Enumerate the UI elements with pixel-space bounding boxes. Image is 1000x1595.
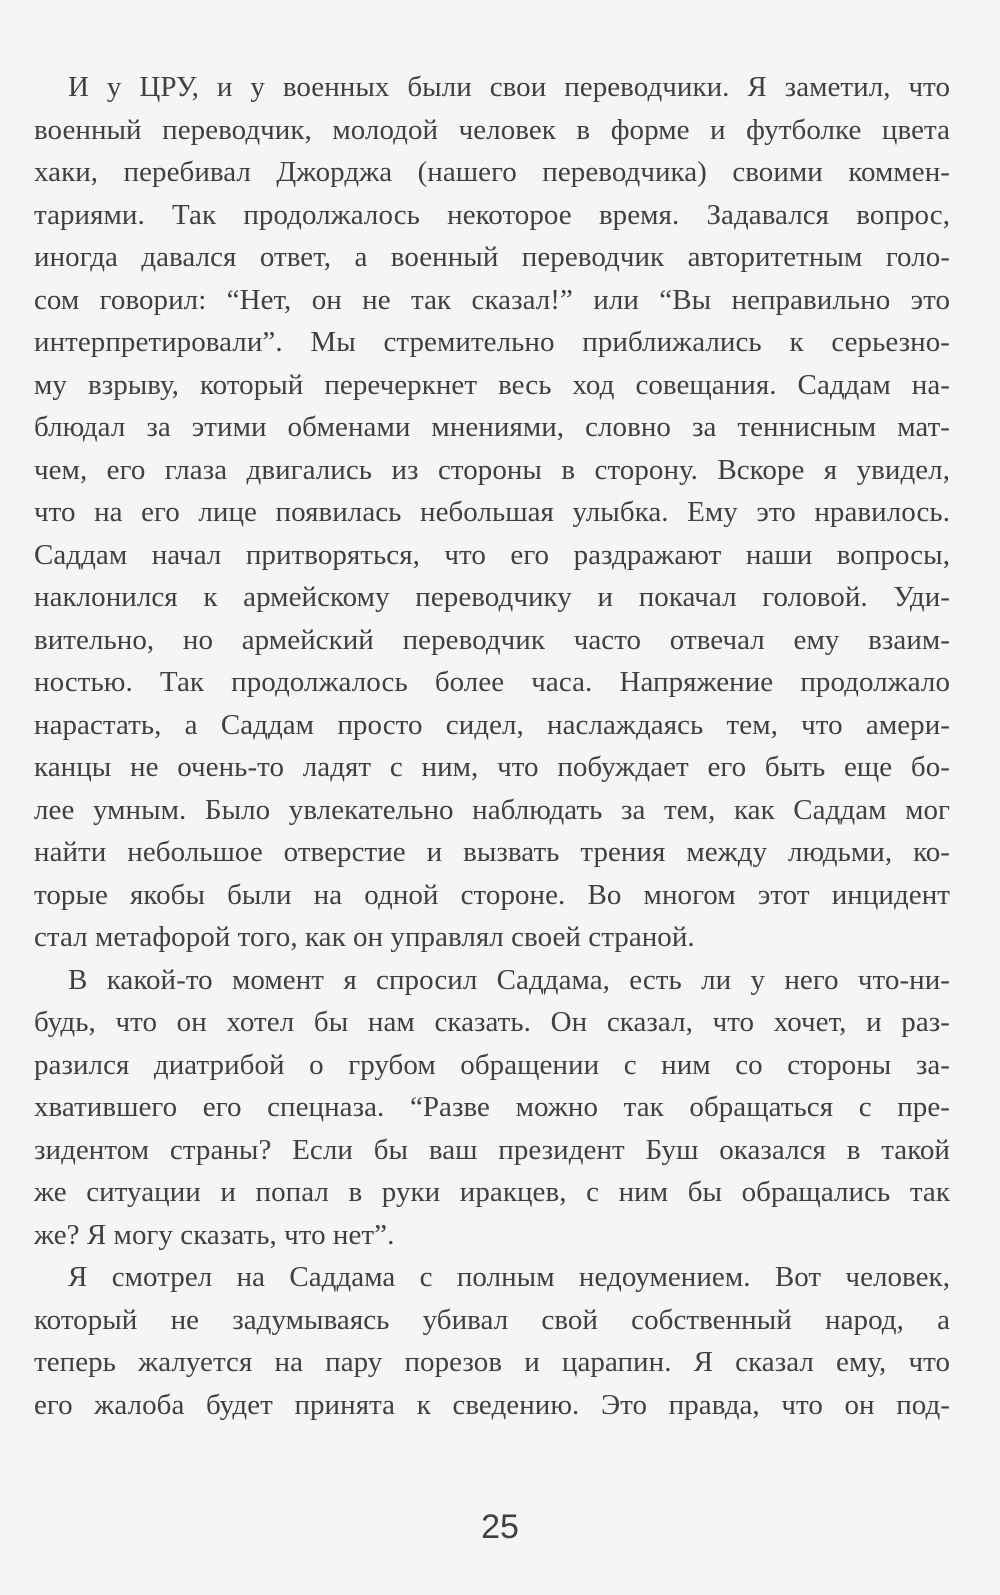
text-line: Саддам начал притворяться, что его раздражают наши вопросы, [34,538,950,571]
text-line: что на его лице появилась небольшая улыбка. Ему это нравилось. [34,496,950,528]
text-line: торые якобы были на одной стороне. Во многом этот инцидент [34,878,950,911]
paragraph-1 [34,66,950,959]
paragraph-3 [34,1256,950,1426]
text-line: канцы не очень-то ладят с ним, что побуждает его быть еще бо- [34,751,950,783]
text-line: хватившего его спецназа. “Разве можно так обращаться с пре- [34,1091,950,1123]
text-line: Я смотрел на Саддама с полным недоумением. Вот человек, [68,1261,950,1293]
text-line: му взрыву, который перечеркнет весь ход совещания. Саддам на- [34,368,950,401]
text-line: наклонился к армейскому переводчику и покачал головой. Уди- [34,581,950,613]
text-line: хаки, перебивал Джорджа (нашего переводчика) своими коммен- [34,156,950,188]
text-line: будь, что он хотел бы нам сказать. Он сказал, что хочет, и раз- [34,1006,950,1038]
text-line: вительно, но армейский переводчик часто отвечал ему взаим- [34,623,950,656]
text-line: И у ЦРУ, и у военных были свои переводчики. Я заметил, что [68,71,950,103]
text-line: зидентом страны? Если бы ваш президент Буш оказался в такой [34,1133,950,1166]
text-line: сом говорил: “Нет, он не так сказал!” или “Вы неправильно это [34,283,950,316]
text-line: блюдал за этими обменами мнениями, словно за теннисным мат- [34,411,950,443]
text-line: стал метафорой того, как он управлял своей страной. [34,921,695,953]
text-line: теперь жалуется на пару порезов и царапин. Я сказал ему, что [34,1346,950,1378]
text-line: же ситуации и попал в руки иракцев, с ним бы обращались так [34,1176,950,1208]
body-text [34,66,950,1426]
text-line: тариями. Так продолжалось некоторое время. Задавался вопрос, [34,198,950,231]
text-line: его жалоба будет принята к сведению. Это правда, что он под- [34,1388,950,1421]
text-line: интерпретировали”. Мы стремительно приближались к серьезно- [34,326,950,358]
text-line: В какой-то момент я спросил Саддама, есть ли у него что-ни- [68,963,950,996]
text-line: чем, его глаза двигались из стороны в сторону. Вскоре я увидел, [34,453,950,486]
text-line: иногда давался ответ, а военный переводчик авторитетным голо- [34,241,950,273]
text-line: военный переводчик, молодой человек в форме и футболке цвета [34,113,950,146]
text-line: нарастать, а Саддам просто сидел, наслаждаясь тем, что амери- [34,708,950,741]
text-line: разился диатрибой о грубом обращении с ним со стороны за- [34,1048,950,1081]
page-number: 25 [481,1508,519,1546]
text-line: ностью. Так продолжалось более часа. Напряжение продолжало [34,666,950,698]
text-line: найти небольшое отверстие и вызвать трения между людьми, ко- [34,836,950,868]
text-line: который не задумываясь убивал свой собственный народ, а [34,1303,950,1336]
text-line: же? Я могу сказать, что нет”. [34,1218,395,1251]
paragraph-2 [34,959,950,1257]
text-line: лее умным. Было увлекательно наблюдать за тем, как Саддам мог [34,793,950,826]
